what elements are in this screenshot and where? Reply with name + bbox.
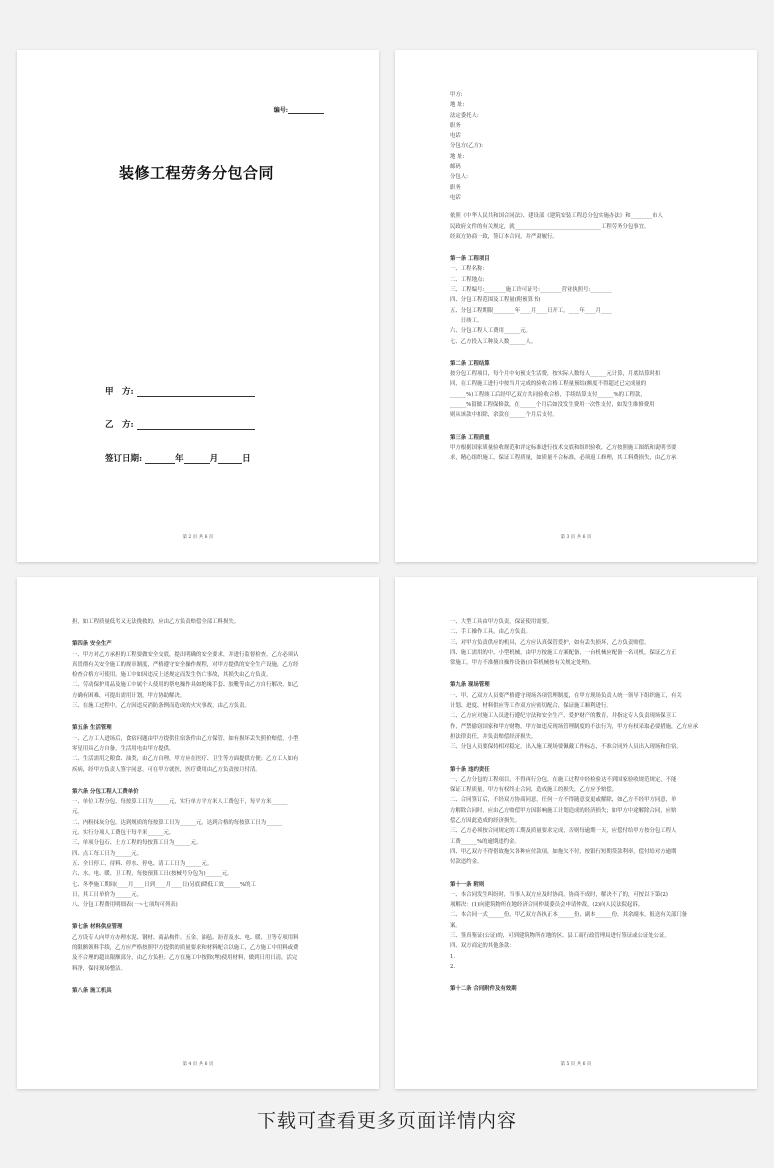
party-a-label: 甲 方:: [105, 387, 134, 397]
text-line: 职务: [450, 184, 461, 191]
text-line: 甲方:: [450, 92, 463, 98]
text-line: 一、本合同发生纠纷时，当事人双方应及时协商，协商不成时，解决不了的，可按以下第(2): [450, 891, 668, 898]
text-line: 方解除合同时，应由乙方赔偿甲方因影响施工计划造成的经济损失；如甲方中途解除合同，应赔: [450, 807, 677, 814]
text-line: 三、签真鉴证(公证)的，可到建筑物所在地的区、县工商行政管理局进行签证或公证处公证。: [450, 933, 670, 940]
sign-date-label: 签订日期:: [105, 454, 143, 464]
page-footer: 第 5 页 共 6 页: [560, 1062, 592, 1067]
text-line: 付款违约金。: [450, 859, 483, 866]
text-line: 常施工，甲方不准擅自操作设备(自带机械按有关规定处理)。: [450, 660, 595, 667]
party-b-blank: [137, 421, 255, 430]
text-line: 三、对甲方负责供应的机具，乙方应认真保管爱护，如有丢失损坏，乙方负责赔偿。: [450, 639, 650, 646]
text-line: 工费______%的逾期违约金。: [450, 838, 520, 845]
text-line: 二、内粉抹灰分包，达到规质的每按算工日为______元，达到合格的每按算工日为______: [72, 819, 283, 826]
contract-number: [274, 105, 324, 114]
paragraph-gap: [450, 203, 727, 211]
section-heading: 第九条 现场管理: [450, 682, 490, 689]
text-line: 电话: [450, 133, 461, 140]
text-line: 作，严禁偷窃国家和甲方财物，甲方如违反现场管理制度的不法行为，甲方有权采取必要措施，乙方应承: [450, 723, 698, 730]
text-line: 案。: [450, 922, 461, 929]
text-line: 分包人:: [450, 174, 468, 181]
text-line: 偿乙方因此造成的经济损失。: [450, 818, 521, 825]
year-blank: [145, 455, 175, 464]
text-line: 三、分包人员要保持相对稳定，出入施工现场要佩戴工作标志，不准合同外人员出入现场和住宿。: [450, 744, 682, 751]
text-line: 民政府文件的有关规定，就________________________________工程劳务分包事宜，: [450, 223, 650, 230]
text-line: 一、乙方工人进场后，食宿问题由甲方提供住宿条件由乙方保管，如有损坏丢失照价赔偿，小型: [72, 735, 299, 742]
party-a-blank: [137, 388, 255, 397]
text-line: 七、冬季施工期间(____月____日到____月____日)另底)降低工效______%的工: [72, 881, 256, 888]
text-line: 日竣工。: [450, 317, 483, 324]
text-line: 二、劳动保护用品及施工中属个人使用的帮电操作具如绝缘手套、胶靴等由乙方自行解决，如乙: [72, 682, 299, 689]
text-line: 职务: [450, 122, 461, 129]
paragraph-gap: [450, 868, 727, 876]
text-line: 三、单项分包石、土方工程的每按算工日为______元。: [72, 840, 202, 847]
text-line: ______%)工程竣工后经甲乙双方共同验收合格，手续结算支付______%的工程款，: [450, 391, 646, 398]
section-heading: 第十一条 附则: [450, 881, 485, 888]
paragraph-gap: [450, 347, 727, 355]
text-line: 的限额领料手续，乙方应严格按照甲方提供的质量要求和材料配合以施工，乙方施工中用料或费: [72, 945, 299, 952]
page-footer: 第 4 页 共 6 页: [182, 1062, 214, 1067]
text-line: 法定委托人:: [450, 112, 479, 119]
text-line: 日，其工日单价为______元。: [72, 891, 143, 898]
paragraph-gap: [72, 910, 349, 918]
party-b-label: 乙 方:: [105, 420, 134, 430]
section-heading: 第四条 安全生产: [72, 641, 112, 648]
text-line: 二、生活需用之粮食、油类，由乙方自理，甲方应在医疗、卫生等方面提供方便；乙方工人如有: [72, 756, 299, 763]
paragraph-gap: [450, 972, 727, 980]
text-line: 回，在工程施工进行中按当月完成的验收合格工程量预结(额度不得超过已完成量的: [450, 381, 647, 388]
contract-page-4: [17, 577, 379, 1089]
text-line: 方确有困难，可提出需用计划，甲方协助解决。: [72, 692, 186, 699]
text-line: 及不合理的超出限额部分，由乙方负担；乙方在施工中按除(埋)使用材料，做到日用日清，活完: [72, 955, 298, 962]
month-blank: [184, 455, 210, 464]
sign-date-field: [105, 452, 251, 464]
text-line: 2.: [450, 963, 456, 970]
text-line: 三、在施工过程中，乙方因违反消防条例而造成的火灾事故，由乙方负责。: [72, 703, 250, 710]
text-line: 真贯彻有关安全施工的规章制度，严格遵守安全操作规程，对甲方提供的安全生产设施，乙方经: [72, 661, 299, 668]
text-line: 三、乙方必须按合同规定的工期及质量要求完成，否则每逾期一天，应偿付给甲方按分包工程人: [450, 828, 677, 835]
text-line: 疾病，经甲方负责人签字同意，可在甲方就医，医疗费用由乙方负责按月付清。: [72, 766, 261, 773]
text-line: 二、手工操作工具，由乙方负责。: [450, 629, 531, 636]
text-line: ______%留做工程保修款，在______个月后如没发生费用一次性支付，如发生维修费用: [450, 402, 655, 409]
party-a-field: [105, 385, 255, 397]
page-footer: 第 3 页 共 6 页: [560, 535, 592, 540]
text-line: 一、甲、乙双方人员要严格遵守现场各项管理制度，在甲方现场负责人统一领导下组织施工，有关: [450, 692, 682, 699]
text-line: 一、工程名称:: [450, 266, 485, 273]
text-line: 保证工程质量，甲方有权终止合同，造成施工的损失，乙方应予赔偿。: [450, 787, 618, 794]
text-line: 地 址:: [450, 102, 465, 109]
day-label: 日: [242, 454, 251, 464]
text-line: 二、本合同一式______份，甲乙双方各执正本______份，副本______份，其余副本，报送有关部门备: [450, 912, 688, 919]
text-line: 零星用具乙方自备，生活用电由甲方提供。: [72, 745, 175, 752]
text-line: 1.: [450, 953, 456, 960]
text-line: 四、双方商定的其他条款：: [450, 943, 515, 950]
page-body: [450, 617, 727, 995]
text-line: 四、点工每工日为______元。: [72, 850, 143, 857]
text-line: 二、乙方应对施工人员进行遵纪守法和安全生产、爱护财产的教育，并指定专人负责现场保卫工: [450, 713, 677, 720]
text-line: 四、分包工程范围及工程量(附预算书): [450, 297, 541, 304]
paragraph-gap: [72, 711, 349, 719]
text-line: 元，实行分项人工费包干每平米______元。: [72, 830, 175, 837]
download-caption: 下载可查看更多页面详情内容: [256, 1110, 517, 1132]
text-line: 二、合同签订后，不经双方协商同意，任何一方不得随意变更或解除，如乙方不经甲方同意，单: [450, 797, 677, 804]
text-line: 五、全日停工、待料、停水、停电、清工工日为______元。: [72, 860, 213, 867]
section-heading: 第六条 分包工程人工费单价: [72, 788, 139, 795]
text-line: 则从该款中扣除，余款在______个月后支付。: [450, 412, 558, 419]
text-line: 三、工程编号:________施工许可证号:________营业执照号:________: [450, 287, 612, 294]
text-line: 依照《中华人民共和国合同法》、建设部《建筑安装工程总分包实施办法》和________市人: [450, 213, 663, 220]
party-b-field: [105, 418, 255, 430]
day-blank: [218, 455, 242, 464]
text-line: 四、甲乙双方不得借故拖欠各种应付款项，如拖欠不付，按银行短期贷款利率，偿付给对方逾期: [450, 848, 677, 855]
text-line: 四、施工需用的中、小型机械，由甲方按施工方案配备，一台机械应配备一名司机，保证乙方正: [450, 649, 677, 656]
month-label: 月: [209, 454, 219, 464]
text-line: 计划、进度、材料供应等工作双方应密切配合，保证施工顺利进行。: [450, 703, 612, 710]
contract-page-5: [395, 577, 757, 1089]
paragraph-gap: [450, 242, 727, 250]
text-line: 五、分包工程期限________年____月____日开工，____年____月____: [450, 307, 612, 314]
section-heading: 第七条 材料供应管理: [72, 924, 123, 931]
text-line: 一、乙方分包的工程项目，不得再行分包，在施工过程中经检验达不到国家验收规范规定，不能: [450, 776, 677, 783]
paragraph-gap: [72, 974, 349, 982]
text-line: 项解决：(1)向建筑物所在地经济合同仲裁委员会申请仲裁。(2)向人民法院起诉。: [450, 902, 644, 909]
text-line: 电话: [450, 194, 461, 201]
page-body: [72, 617, 349, 996]
text-line: 求，精心组织施工，保证工程质量，如质量不合标准，必须返工修理，其工料费损失，由乙方承: [450, 455, 677, 462]
page-footer: 第 2 页 共 6 页: [182, 535, 214, 540]
paragraph-gap: [450, 753, 727, 761]
contract-number-blank: [288, 107, 324, 114]
section-heading: 第一条 工程项目: [450, 256, 490, 263]
section-heading: 第二条 工程结算: [450, 360, 490, 367]
section-heading: 第十条 违约责任: [450, 766, 490, 773]
paragraph-gap: [72, 627, 349, 635]
contract-number-label: 编号:: [273, 107, 288, 114]
text-line: 料净，保持现场整洁。: [72, 965, 126, 972]
year-label: 年: [175, 454, 184, 464]
contract-cover-page: [17, 50, 379, 562]
text-line: 乙方设专人向甲方办理水泥、钢材、商品构件、五金、油毡、沥青及水、电、暖、卫等专项用料: [72, 934, 299, 941]
page-body: [450, 90, 727, 464]
text-line: 地 址:: [450, 153, 465, 160]
text-line: 七、乙方投入工种及人数______人。: [450, 338, 537, 345]
text-line: 经双方协商一致，签订本合同，并严肃履行。: [450, 233, 558, 240]
section-heading: 第五条 生活管理: [72, 725, 112, 732]
paragraph-gap: [72, 775, 349, 783]
text-line: 一、大型工具由甲方负责，保证使用需要。: [450, 619, 553, 625]
text-line: 分包方(乙方):: [450, 143, 483, 150]
text-line: 六、水、电、暖、卫工程，每按预算工日(按械号分包为)______元。: [72, 871, 233, 878]
text-line: 按分包工程项目，每个月中旬预支生活费，按实际人数每人______元计算，月底结算时扣: [450, 371, 661, 378]
section-heading: 第八条 施工机具: [72, 987, 112, 994]
paragraph-gap: [450, 668, 727, 676]
text-line: 一、甲方对乙方承担的工程要做安全交底，提出明确的安全要求，并进行监督检查，乙方必须认: [72, 651, 299, 658]
section-heading: 第十二条 合同附件及有效期: [450, 986, 517, 993]
text-line: 邮码: [450, 164, 461, 171]
text-line: 元。: [72, 809, 83, 816]
contract-page-3: [395, 50, 757, 562]
text-line: 一、单位工程分包，每按算工日为______元，实行单方平方米人工费包干，每平方米______: [72, 799, 288, 806]
section-heading: 第三条 工程质量: [450, 434, 490, 441]
paragraph-gap: [450, 421, 727, 429]
text-line: 甲方根据国家质量验收规范和评定标准进行技术交底和组织验收，乙方按照施工图纸和说明书要: [450, 444, 677, 451]
text-line: 二、工程地点:: [450, 276, 485, 283]
text-line: 六、分包工程人工费用______元。: [450, 328, 531, 335]
text-line: 担，如工程质量低劣又无法挽救的，应由乙方负责赔偿全部工料损失。: [72, 619, 240, 625]
text-line: 八、分包工程费用明细表(一~七项均可列表): [72, 902, 178, 909]
contract-title: 装修工程劳务分包合同: [119, 164, 275, 182]
text-line: 检查合格方可使用，施工中如因违反上述规定而发生伤亡事故，其损失由乙方负责。: [72, 672, 272, 679]
text-line: 担法律责任，并负责赔偿经济损失。: [450, 733, 537, 740]
